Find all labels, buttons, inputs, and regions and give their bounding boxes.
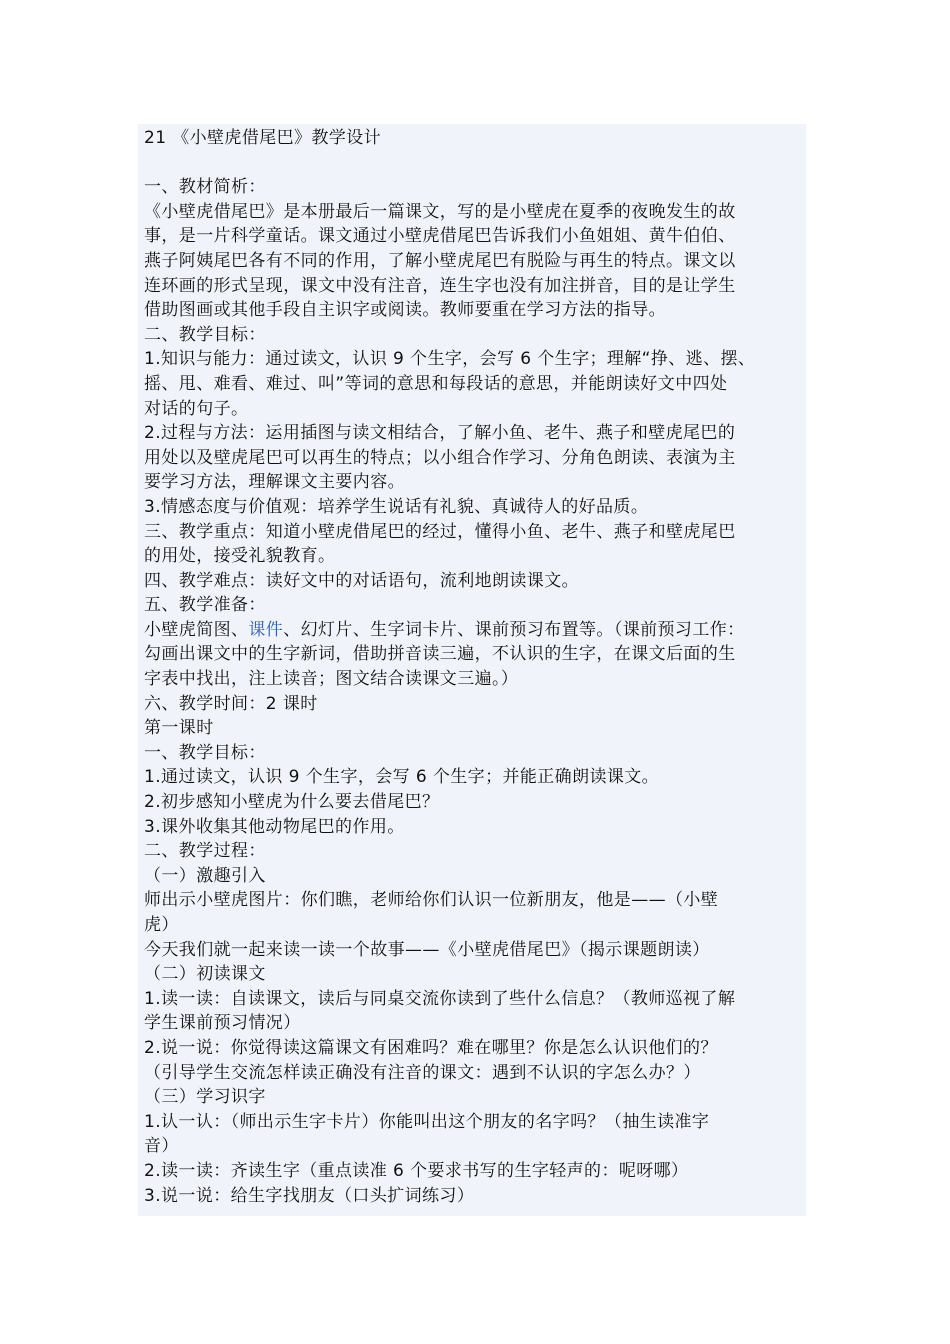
paragraph-line: 3.情感态度与价值观：培养学生说话有礼貌、真诚待人的好品质。 [144,496,649,517]
paragraph-line: 1.知识与能力：通过读文，认识 9 个生字，会写 6 个生字；理解“挣、逃、摆、 [144,349,756,370]
paragraph-line: 音） [144,1136,179,1157]
paragraph-line: 勾画出课文中的生字新词，借助拼音读三遍，不认识的生字，在课文后面的生 [144,644,736,665]
paragraph-line: 1.读一读：自读课文，读后与同桌交流你读到了些什么信息？（教师巡视了解 [144,988,736,1009]
text-run: 、幻灯片、生字词卡片、课前预习布置等。（课前预习工作： [283,619,745,640]
paragraph-line: 借助图画或其他手段自主识字或阅读。教师要重在学习方法的指导。 [144,300,666,321]
paragraph-line: 《小壁虎借尾巴》是本册最后一篇课文，写的是小壁虎在夏季的夜晚发生的故 [144,201,736,222]
paragraph-line: 的用处，接受礼貌教育。 [144,546,336,567]
paragraph-line: 事，是一片科学童话。课文通过小壁虎借尾巴告诉我们小鱼姐姐、黄牛伯伯、 [144,226,736,247]
section-heading: 一、教材简析： [144,177,266,198]
section-heading: 二、教学过程： [144,841,266,862]
text-run: 小壁虎简图、 [144,619,249,640]
section-heading: 六、教学时间：2 课时 [144,693,318,714]
paragraph-line: 师出示小壁虎图片：你们瞧，老师给你们认识一位新朋友，他是——（小壁 [144,890,719,911]
paragraph-line: 2.读一读：齐读生字（重点读准 6 个要求书写的生字轻声的：呢呀哪） [144,1160,689,1181]
paragraph-line: 连环画的形式呈现，课文中没有注音，连生字也没有加注拼音，目的是让学生 [144,275,736,296]
paragraph-line: 3.课外收集其他动物尾巴的作用。 [144,816,405,837]
paragraph-line: 燕子阿姨尾巴各有不同的作用，了解小壁虎尾巴有脱险与再生的特点。课文以 [144,250,736,271]
section-heading: 一、教学目标： [144,742,266,763]
paragraph-line: 用处以及壁虎尾巴可以再生的特点；以小组合作学习、分角色朗读、表演为主 [144,447,736,468]
paragraph-line: 学生课前预习情况） [144,1013,301,1034]
document-title: 21 《小壁虎借尾巴》教学设计 [144,128,382,148]
section-heading: 五、教学准备： [144,595,266,616]
paragraph-line: 2.过程与方法：运用插图与读文相结合，了解小鱼、老牛、燕子和壁虎尾巴的 [144,423,736,444]
blank-line [144,151,800,176]
paragraph-line: 对话的句子。 [144,398,249,419]
section-heading: 四、教学难点：读好文中的对话语句，流利地朗读课文。 [144,570,579,591]
paragraph-line: 要学习方法，理解课文主要内容。 [144,472,405,493]
paragraph-line: 3.说一说：给生字找朋友（口头扩词练习） [144,1185,475,1206]
paragraph-line [144,618,800,643]
paragraph-line: 字表中找出，注上读音；图文结合读课文三遍。） [144,669,519,690]
subsection-heading: （二）初读课文 [144,964,266,985]
paragraph-line: 虎） [144,915,179,935]
paragraph-line: 今天我们就一起来读一读一个故事——《小壁虎借尾巴》（揭示课题朗读） [144,939,710,960]
subsection-heading: （三）学习识字 [144,1087,266,1108]
lesson-plan-text [138,124,806,1216]
section-heading: 三、教学重点：知道小壁虎借尾巴的经过，懂得小鱼、老牛、燕子和壁虎尾巴 [144,521,736,542]
paragraph-line: 1.通过读文，认识 9 个生字，会写 6 个生字；并能正确朗读课文。 [144,767,660,788]
section-heading: 第一课时 [144,718,214,739]
paragraph-line: （引导学生交流怎样读正确没有注音的课文：遇到不认识的字怎么办？） [144,1062,701,1083]
paragraph-line: 摇、甩、难看、难过、叫”等词的意思和每段话的意思，并能朗读好文中四处 [144,373,728,394]
paragraph-line: 1.认一认：（师出示生字卡片）你能叫出这个朋友的名字吗？（抽生读准字 [144,1111,710,1132]
paragraph-line: 2.说一说：你觉得读这篇课文有困难吗？难在哪里？你是怎么认识他们的？ [144,1037,718,1058]
paragraph-line: 2.初步感知小壁虎为什么要去借尾巴？ [144,792,440,813]
courseware-link[interactable]: 课件 [248,619,284,640]
section-heading: 二、教学目标： [144,324,266,345]
subsection-heading: （一）激趣引入 [144,865,266,886]
